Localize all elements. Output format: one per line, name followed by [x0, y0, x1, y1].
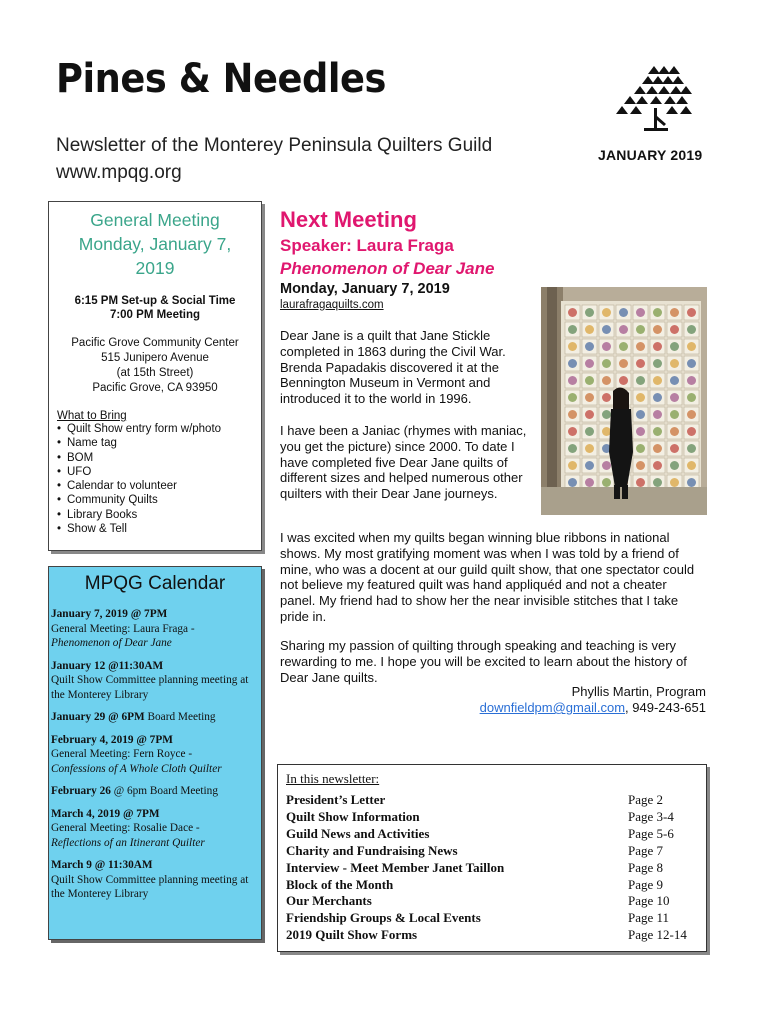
- event-date: March 4, 2019 @ 7PM: [51, 807, 160, 820]
- toc-page: Page 11: [628, 910, 670, 926]
- event-date: March 9 @ 11:30AM: [51, 859, 153, 871]
- quilt-block-motif: [670, 342, 679, 351]
- quilt-block-motif: [653, 376, 662, 385]
- event-description: General Meeting: Laura Fraga -: [51, 622, 195, 635]
- event-description: General Meeting: Rosalie Dace -: [51, 822, 200, 834]
- signature-name: Phyllis Martin, Program: [571, 684, 706, 699]
- quilt-block-motif: [670, 393, 679, 402]
- quilt-block-motif: [585, 359, 594, 368]
- event-title: Reflections of an Itinerant Quilter: [51, 836, 205, 849]
- toc-title: In this newsletter:: [286, 771, 380, 786]
- next-meeting-heading: Next Meeting: [280, 207, 417, 232]
- quilt-block-motif: [670, 478, 679, 487]
- event-title: Confessions of A Whole Cloth Quilter: [51, 762, 222, 775]
- event-date: February 26: [51, 785, 111, 797]
- article-paragraph: I was excited when my quilts began winning blue ribbons in national shows. My most gratifying moment was when I was told by a friend of mine, who was a docent at our guild quilt show, that one spectator could not believe my featured quilt was hand appliquéd and not a cheater panel. My friend had to show her the near invisible stitches that I take pride in.: [280, 530, 695, 624]
- quilt-block-motif: [670, 444, 679, 453]
- toc-page: Page 3-4: [628, 808, 674, 824]
- quilt-block-motif: [602, 427, 611, 436]
- address-line: Pacific Grove Community Center: [71, 337, 239, 349]
- quilt-block-motif: [636, 478, 645, 487]
- signature-contact: [420, 700, 706, 715]
- toc-label: 2019 Quilt Show Forms: [286, 927, 418, 943]
- quilt-block-motif: [653, 308, 662, 317]
- quilt-block-motif: [602, 478, 611, 487]
- address-line: (at 15th Street): [116, 367, 194, 379]
- quilt-block-motif: [670, 410, 679, 419]
- quilt-block-motif: [653, 461, 662, 470]
- general-meeting-heading-line: General Meeting: [90, 210, 220, 230]
- setup-time: 6:15 PM Set-up & Social Time: [74, 295, 236, 307]
- newsletter-title: Pines & Needles: [56, 56, 387, 102]
- quilt-block-motif: [670, 427, 679, 436]
- toc-row[interactable]: [286, 927, 698, 944]
- meeting-time: 7:00 PM Meeting: [109, 309, 201, 321]
- quilt-block-motif: [585, 444, 594, 453]
- quilt-block-motif: [636, 308, 645, 317]
- toc-page: Page 5-6: [628, 825, 674, 841]
- event-description: Quilt Show Committee planning meeting at the Monterey Library: [51, 873, 249, 900]
- general-meeting-box: [48, 201, 262, 551]
- quilt-block-motif: [585, 308, 594, 317]
- toc-row[interactable]: [286, 826, 698, 843]
- quilt-block-motif: [687, 461, 696, 470]
- general-meeting-heading: [55, 208, 255, 280]
- quilt-block-motif: [653, 478, 662, 487]
- toc-row[interactable]: [286, 792, 698, 809]
- event-title: Phenomenon of Dear Jane: [51, 637, 172, 649]
- toc-page: Page 9: [628, 876, 664, 892]
- quilt-block-motif: [568, 308, 577, 317]
- toc-label: Interview - Meet Member Janet Taillon: [286, 859, 505, 875]
- quilt-block-motif: [670, 325, 679, 334]
- article-paragraph: Dear Jane is a quilt that Jane Stickle completed in 1863 during the Civil War. Brenda Papadakis discovered it at the Bennington Museum in Vermont and introduced it to the world in 1996.: [280, 328, 506, 407]
- toc-row[interactable]: [286, 910, 698, 927]
- event-date: February 4, 2019 @ 7PM: [51, 733, 173, 746]
- list-item: • Quilt Show entry form w/photo: [57, 422, 255, 436]
- quilt-block-motif: [585, 410, 594, 419]
- event-description: General Meeting: Fern Royce -: [51, 748, 193, 760]
- quilt-block-motif: [619, 325, 628, 334]
- quilt-block-motif: [687, 342, 696, 351]
- meeting-times: [55, 294, 255, 322]
- quilt-block-motif: [687, 427, 696, 436]
- quilt-block-motif: [568, 393, 577, 402]
- mpqg-calendar-box: [48, 566, 262, 940]
- general-meeting-heading-line: Monday, January 7,: [78, 234, 232, 254]
- quilt-block-motif: [653, 410, 662, 419]
- address-line: Pacific Grove, CA 93950: [92, 382, 218, 394]
- quilt-block-motif: [568, 427, 577, 436]
- quilt-block-motif: [602, 461, 611, 470]
- calendar-event: [51, 710, 259, 725]
- quilt-block-motif: [636, 410, 645, 419]
- event-date: January 29 @ 6PM: [51, 711, 145, 723]
- quilt-block-motif: [687, 478, 696, 487]
- quilt-block-motif: [687, 359, 696, 368]
- event-description: Quilt Show Committee planning meeting at the Monterey Library: [51, 674, 249, 701]
- quilt-block-motif: [653, 325, 662, 334]
- toc-label: Guild News and Activities: [286, 825, 430, 841]
- quilt-block-motif: [619, 342, 628, 351]
- toc-label: Quilt Show Information: [286, 808, 420, 824]
- toc-page: Page 12-14: [628, 927, 687, 943]
- toc-row[interactable]: [286, 877, 698, 894]
- quilt-block-motif: [585, 376, 594, 385]
- quilt-block-motif: [687, 410, 696, 419]
- toc-label: President’s Letter: [286, 792, 386, 807]
- speaker-website-link[interactable]: laurafragaquilts.com: [280, 299, 384, 311]
- calendar-event: [51, 858, 259, 902]
- masthead-subtitle-block: [56, 132, 492, 186]
- list-item: • Name tag: [57, 436, 255, 450]
- quilt-block-motif: [568, 478, 577, 487]
- list-item: • Calendar to volunteer: [57, 479, 255, 493]
- quilt-block-motif: [602, 342, 611, 351]
- quilt-block-motif: [687, 376, 696, 385]
- quilt-block-motif: [653, 393, 662, 402]
- toc-row[interactable]: [286, 843, 698, 860]
- quilt-block-motif: [687, 393, 696, 402]
- quilt-block-motif: [636, 393, 645, 402]
- toc-row[interactable]: [286, 893, 698, 910]
- address-line: 515 Junipero Avenue: [101, 352, 209, 364]
- calendar-event: [51, 659, 259, 703]
- signature-email-link[interactable]: downfieldpm@gmail.com: [479, 700, 626, 715]
- list-item: • UFO: [57, 465, 255, 479]
- quilt-block-motif: [653, 427, 662, 436]
- list-item: • Library Books: [57, 508, 255, 522]
- quilt-block-motif: [670, 308, 679, 317]
- list-item: • Community Quilts: [57, 493, 255, 507]
- quilt-block-motif: [670, 461, 679, 470]
- toc-page: Page 7: [628, 842, 664, 858]
- meeting-address: [55, 336, 255, 396]
- quilt-block-motif: [670, 359, 679, 368]
- quilt-block-motif: [636, 444, 645, 453]
- what-to-bring-list: [57, 422, 255, 536]
- calendar-heading: MPQG Calendar: [84, 573, 226, 594]
- quilt-block-motif: [602, 325, 611, 334]
- toc-label: Block of the Month: [286, 876, 394, 892]
- toc-row[interactable]: [286, 809, 698, 826]
- quilt-block-motif: [568, 342, 577, 351]
- event-description: Board Meeting: [147, 711, 216, 723]
- quilt-block-motif: [602, 393, 611, 402]
- calendar-event: [51, 607, 259, 651]
- event-date: January 12 @11:30AM: [51, 659, 164, 672]
- toc-label: Friendship Groups & Local Events: [286, 910, 481, 926]
- table-of-contents: [277, 764, 707, 952]
- toc-row[interactable]: [286, 860, 698, 877]
- article-paragraph: I have been a Janiac (rhymes with maniac, you get the picture) since 2000. To date I have completed five Dear Jane quilts of different sizes and helped numerous other quilters with their Dear Jane journeys.: [280, 423, 527, 502]
- quilt-block-motif: [602, 308, 611, 317]
- speaker-name: Speaker: Laura Fraga: [280, 236, 454, 255]
- list-item: • Show & Tell: [57, 522, 255, 536]
- quilt-block-motif: [568, 359, 577, 368]
- quilt-block-motif: [602, 376, 611, 385]
- next-meeting-date: Monday, January 7, 2019: [280, 281, 450, 297]
- quilt-block-motif: [636, 376, 645, 385]
- quilt-block-motif: [602, 359, 611, 368]
- issue-date: JANUARY 2019: [598, 147, 703, 163]
- toc-label: Charity and Fundraising News: [286, 842, 458, 858]
- event-date: January 7, 2019 @ 7PM: [51, 608, 168, 620]
- quilt-block-motif: [568, 444, 577, 453]
- speaker-quilt-photo: [541, 287, 707, 515]
- quilt-block-motif: [585, 478, 594, 487]
- quilt-block-motif: [568, 325, 577, 334]
- quilt-block-motif: [585, 427, 594, 436]
- quilt-block-motif: [585, 325, 594, 334]
- quilt-block-motif: [619, 359, 628, 368]
- general-meeting-heading-line: 2019: [135, 258, 175, 278]
- quilt-block-motif: [636, 325, 645, 334]
- article-paragraph: Sharing my passion of quilting through speaking and teaching is very rewarding to me. I hope you will be excited to learn about the history of Dear Jane quilts.: [280, 638, 687, 685]
- signature-phone: , 949-243-651: [625, 700, 706, 715]
- calendar-event: [51, 784, 259, 799]
- toc-page: Page 8: [628, 859, 664, 875]
- what-to-bring-title: What to Bring: [57, 410, 127, 422]
- quilt-block-motif: [636, 427, 645, 436]
- quilt-block-motif: [602, 410, 611, 419]
- quilt-block-motif: [585, 461, 594, 470]
- toc-label: Our Merchants: [286, 893, 372, 909]
- quilt-block-motif: [653, 444, 662, 453]
- newsletter-subtitle: Newsletter of the Monterey Peninsula Quilters Guild: [56, 135, 493, 156]
- quilt-block-motif: [568, 461, 577, 470]
- toc-page: Page 2: [628, 792, 664, 807]
- quilt-block-motif: [585, 393, 594, 402]
- toc-page: Page 10: [628, 893, 670, 909]
- quilt-block-motif: [653, 342, 662, 351]
- pine-tree-logo-icon: [610, 64, 698, 134]
- quilt-block-motif: [619, 376, 628, 385]
- talk-title: Phenomenon of Dear Jane: [280, 259, 495, 278]
- quilt-block-motif: [568, 410, 577, 419]
- quilt-block-motif: [653, 359, 662, 368]
- quilt-block-motif: [687, 308, 696, 317]
- event-description: @ 6pm Board Meeting: [113, 785, 218, 797]
- quilt-block-motif: [636, 359, 645, 368]
- calendar-event: [51, 807, 259, 851]
- quilt-block-motif: [636, 342, 645, 351]
- newsletter-website[interactable]: www.mpqg.org: [56, 162, 182, 183]
- quilt-block-motif: [568, 376, 577, 385]
- calendar-event: [51, 733, 259, 777]
- quilt-block-motif: [670, 376, 679, 385]
- list-item: • BOM: [57, 451, 255, 465]
- quilt-block-motif: [619, 308, 628, 317]
- quilt-block-motif: [585, 342, 594, 351]
- quilt-block-motif: [687, 325, 696, 334]
- quilt-block-motif: [636, 461, 645, 470]
- quilt-block-motif: [687, 444, 696, 453]
